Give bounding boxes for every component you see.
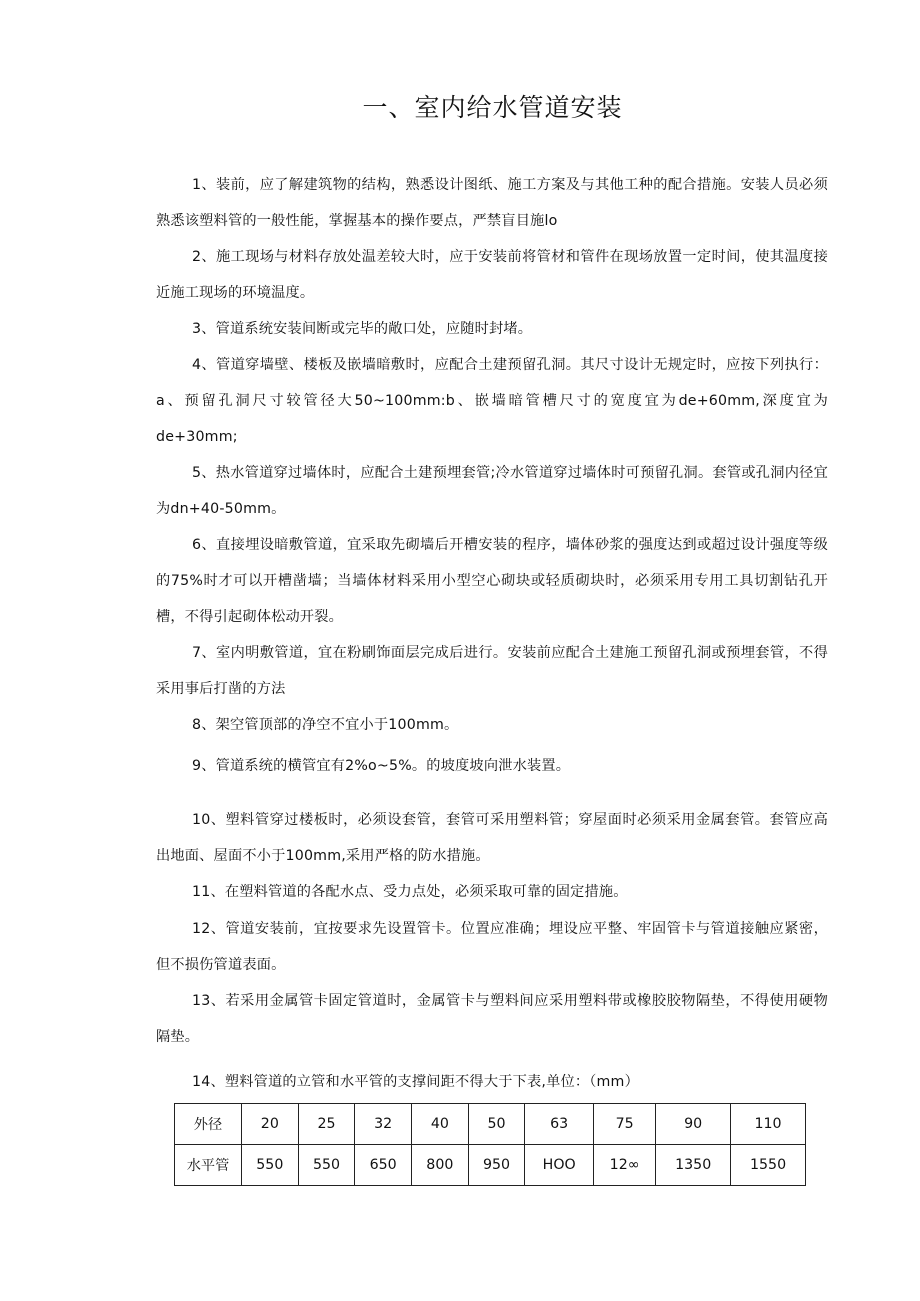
table-cell: 1550 xyxy=(731,1145,806,1186)
table-cell: 1350 xyxy=(656,1145,731,1186)
table-cell: 950 xyxy=(468,1145,525,1186)
paragraph-6: 6、直接埋设暗敷管道，宜采取先砌墙后开槽安装的程序，墙体砂浆的强度达到或超过设计强度等级的75%时才可以开槽凿墙；当墙体材料采用小型空心砌块或轻质砌块时，必须采用专用工具切割钻孔开槽，不得引起砌体松动开裂。 xyxy=(156,537,828,625)
paragraph-1: 1、装前，应了解建筑物的结构，熟悉设计图纸、施工方案及与其他工种的配合措施。安装人员必须熟悉该塑料管的一般性能，掌握基本的操作要点，严禁盲目施lo xyxy=(156,177,828,229)
table-row-horizontal-pipe xyxy=(175,1145,806,1186)
table-cell: 550 xyxy=(242,1145,299,1186)
table-cell: 25 xyxy=(298,1104,355,1145)
table-cell: 550 xyxy=(298,1145,355,1186)
paragraph-14: 14、塑料管道的立管和水平管的支撑间距不得大于下表,单位：（mm） xyxy=(192,1074,639,1090)
paragraph-4: 4、管道穿墙壁、楼板及嵌墙暗敷时，应配合土建预留孔洞。其尺寸设计无规定时，应按下列执行：a、预留孔洞尺寸较管径大50~100mm:b、嵌墙暗管槽尺寸的宽度宜为de+60mm,深度宜为de+30mm; xyxy=(156,357,828,445)
table-cell: 40 xyxy=(412,1104,469,1145)
paragraph-3: 3、管道系统安装间断或完毕的敞口处，应随时封堵。 xyxy=(192,321,533,337)
paragraph-10: 10、塑料管穿过楼板时，必须设套管，套管可采用塑料管；穿屋面时必须采用金属套管。套管应高出地面、屋面不小于100mm,采用严格的防水措施。 xyxy=(156,812,828,864)
paragraph-7: 7、室内明敷管道，宜在粉刷饰面层完成后进行。安装前应配合土建施工预留孔洞或预埋套管，不得采用事后打凿的方法 xyxy=(156,645,828,697)
table-cell: 50 xyxy=(468,1104,525,1145)
paragraph-5: 5、热水管道穿过墙体时，应配合土建预埋套管;冷水管道穿过墙体时可预留孔洞。套管或孔洞内径宜为dn+40-50mm。 xyxy=(156,465,828,517)
paragraph-11: 11、在塑料管道的各配水点、受力点处，必须采取可靠的固定措施。 xyxy=(192,884,628,900)
paragraph-9: 9、管道系统的横管宜有2%o~5%。的坡度坡向泄水装置。 xyxy=(192,758,571,774)
paragraph-12: 12、管道安装前，宜按要求先设置管卡。位置应准确；埋设应平整、牢固管卡与管道接触应紧密，但不损伤管道表面。 xyxy=(156,921,828,973)
table-cell: 32 xyxy=(355,1104,412,1145)
table-cell: 63 xyxy=(525,1104,594,1145)
paragraph-8: 8、架空管顶部的净空不宜小于100mm。 xyxy=(192,717,459,733)
table-cell: 800 xyxy=(412,1145,469,1186)
table-cell: 90 xyxy=(656,1104,731,1145)
paragraph-13: 13、若采用金属管卡固定管道时，金属管卡与塑料间应采用塑料带或橡胶胶物隔垫，不得使用硬物隔垫。 xyxy=(156,993,828,1045)
table-cell: 12∞ xyxy=(593,1145,655,1186)
table-cell: 20 xyxy=(242,1104,299,1145)
table-row-outer-diameter xyxy=(175,1104,806,1145)
paragraph-2: 2、施工现场与材料存放处温差较大时，应于安装前将管材和管件在现场放置一定时间，使其温度接近施工现场的环境温度。 xyxy=(156,249,828,301)
table-cell: 水平管 xyxy=(175,1145,242,1186)
table-cell: 650 xyxy=(355,1145,412,1186)
table-cell: 外径 xyxy=(175,1104,242,1145)
table-cell: HOO xyxy=(525,1145,594,1186)
page-title: 一、室内给水管道安装 xyxy=(362,93,623,122)
table-cell: 110 xyxy=(731,1104,806,1145)
table-cell: 75 xyxy=(593,1104,655,1145)
support-spacing-table xyxy=(174,1103,806,1186)
